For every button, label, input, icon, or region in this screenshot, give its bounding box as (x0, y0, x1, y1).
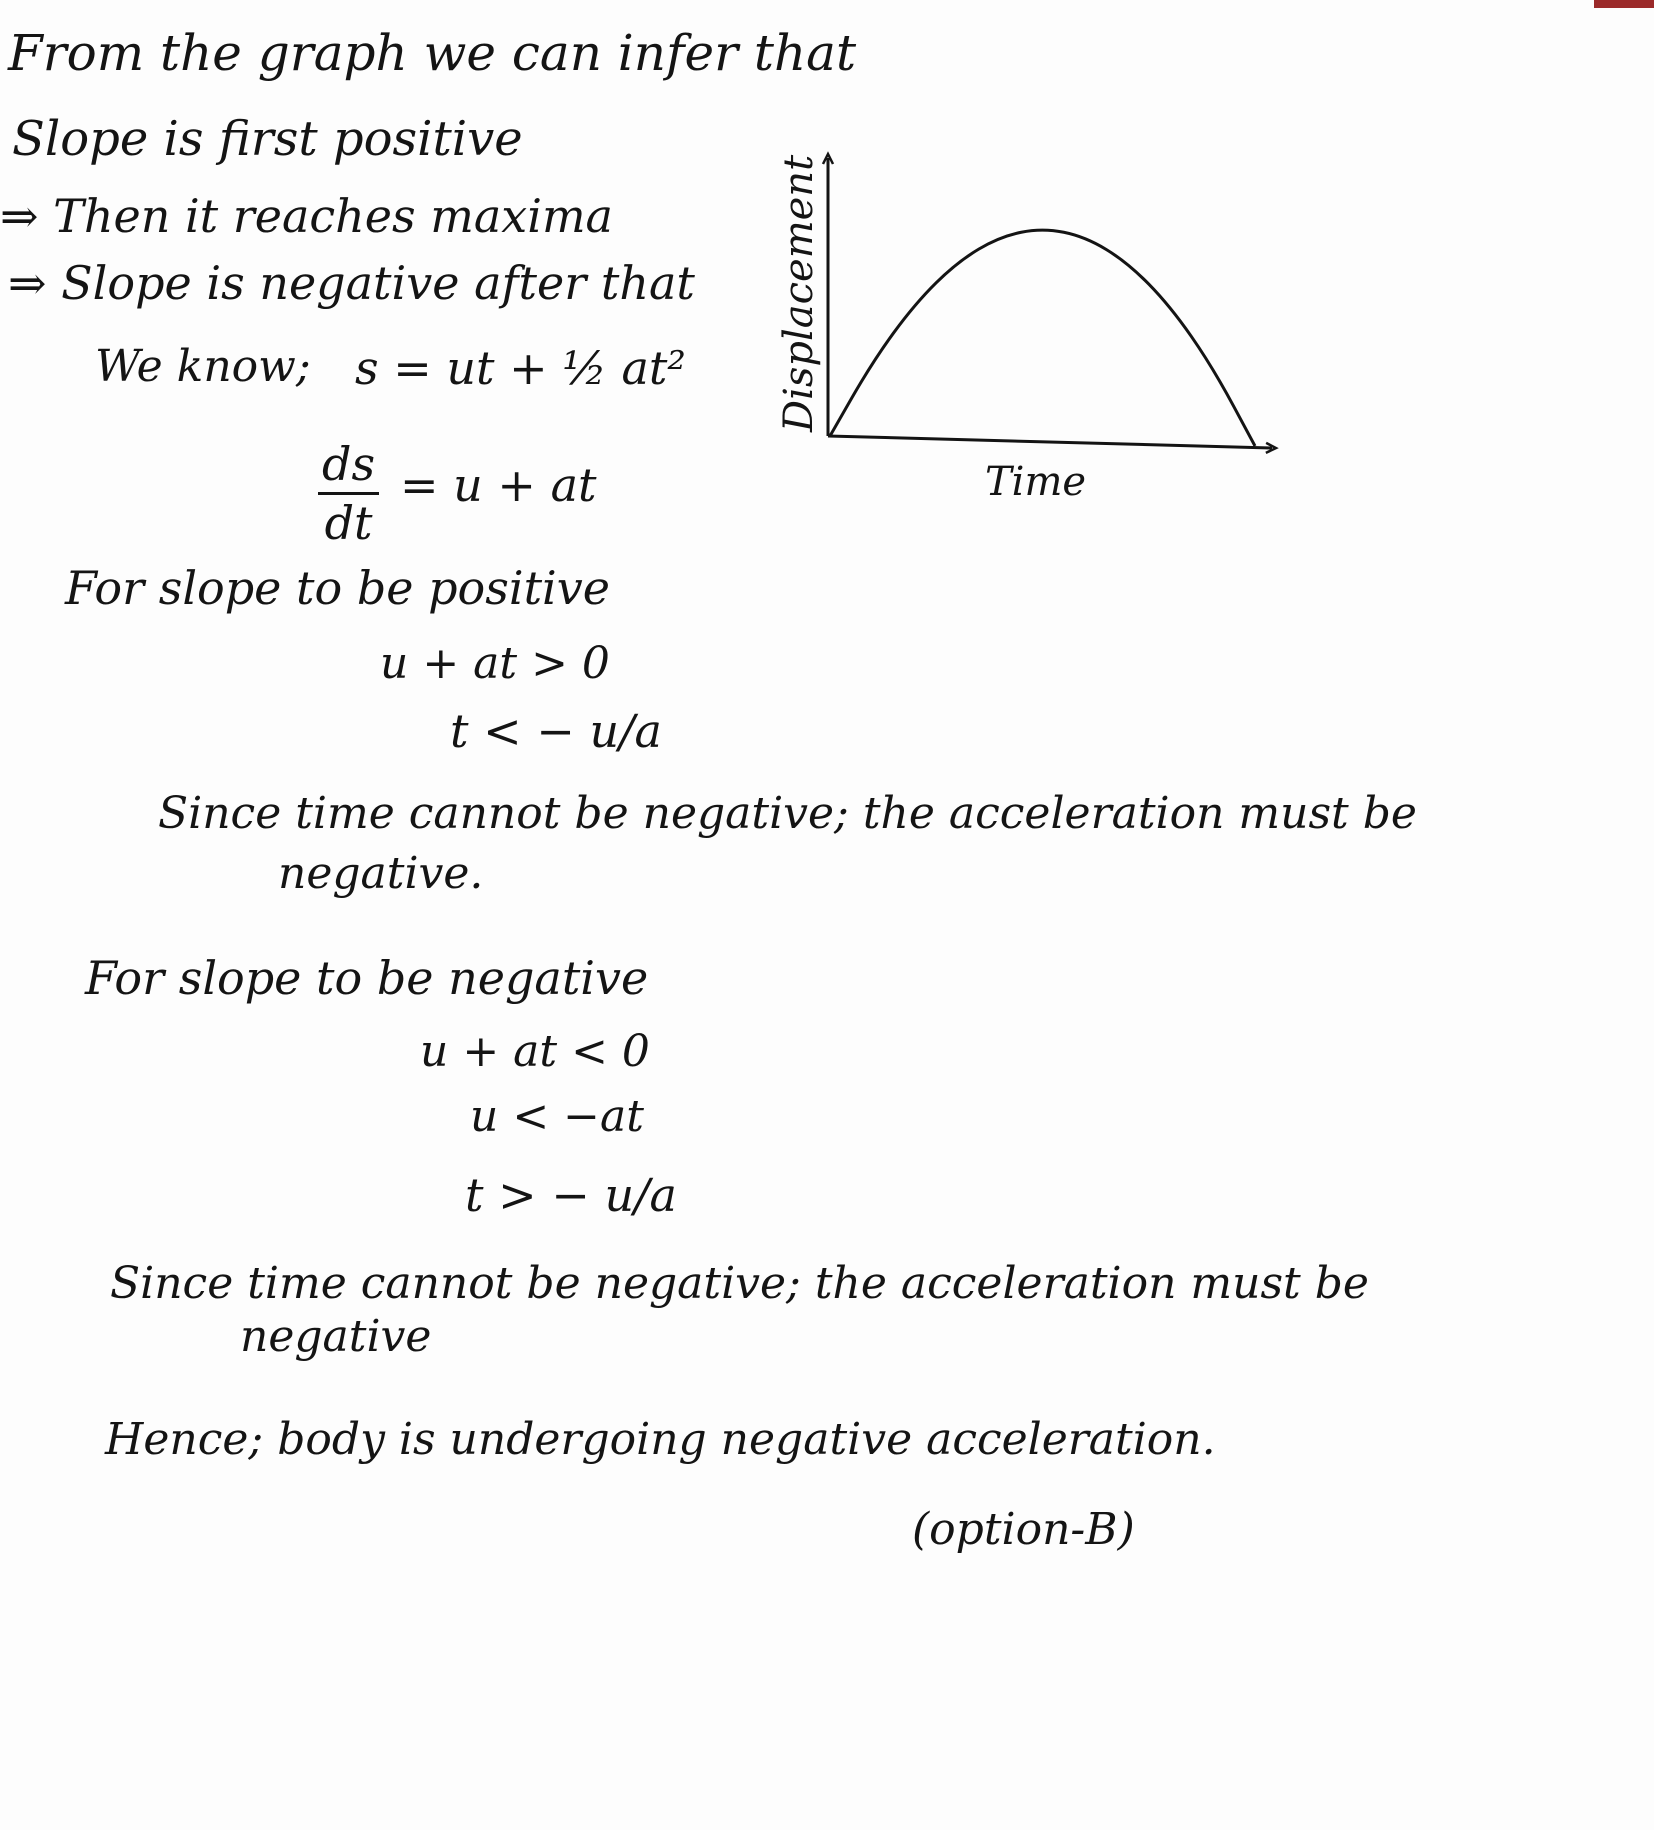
derivative-numerator: ds (318, 440, 379, 495)
final-conclusion: Hence; body is undergoing negative acceleration. (105, 1414, 1216, 1465)
maxima-line: ⇒ Then it reaches maxima (0, 189, 613, 243)
conclusion-2-line-b: negative (240, 1311, 432, 1362)
x-axis (828, 436, 1272, 448)
derivative-denominator: dt (324, 496, 373, 551)
equation-velocity: = u + at (400, 458, 597, 512)
slope-positive-line: Slope is first positive (12, 111, 523, 167)
negative-condition-heading: For slope to be negative (85, 951, 649, 1005)
inequality-positive-1: u + at > 0 (380, 638, 610, 689)
displacement-curve (830, 230, 1255, 446)
conclusion-1-line-a: Since time cannot be negative; the acceleration must be (158, 788, 1417, 839)
inequality-positive-2: t < − u/a (450, 704, 662, 758)
positive-condition-heading: For slope to be positive (65, 561, 610, 615)
slope-negative-line: ⇒ Slope is negative after that (8, 256, 695, 310)
conclusion-1-line-b: negative. (278, 848, 484, 899)
y-axis-label: Displacement (776, 154, 822, 432)
we-know-label: We know; (95, 341, 311, 392)
answer-option: (option-B) (912, 1504, 1135, 1555)
intro-line: From the graph we can infer that (8, 24, 857, 82)
inequality-negative-3: t > − u/a (465, 1168, 677, 1222)
inequality-negative-2: u < −at (470, 1091, 644, 1142)
conclusion-2-line-a: Since time cannot be negative; the acceleration must be (110, 1258, 1369, 1309)
x-axis-label: Time (985, 459, 1087, 505)
equation-displacement: s = ut + ½ at² (355, 341, 686, 395)
inequality-negative-1: u + at < 0 (420, 1026, 650, 1077)
